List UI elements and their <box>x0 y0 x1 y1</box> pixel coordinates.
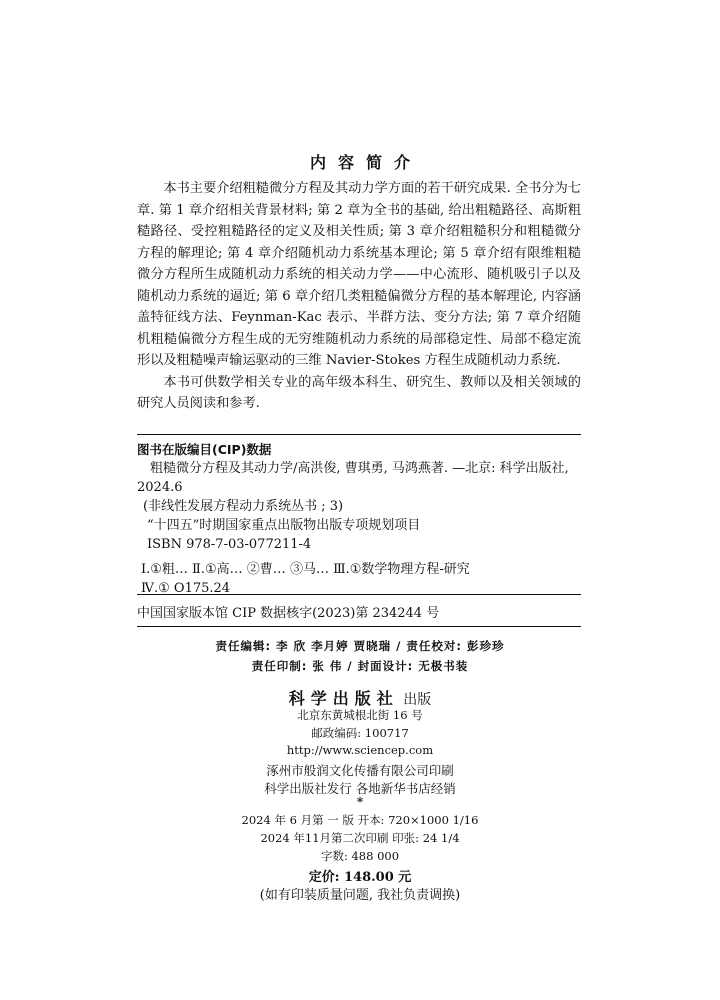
edition-info: 2024 年 6 月第 一 版 开本: 720×1000 1/16 <box>241 813 479 827</box>
printer: 涿州市般润文化传播有限公司印刷 <box>266 763 454 778</box>
cip-bibliographic-entry: 粗糙微分方程及其动力学/高洪俊, 曹琪勇, 马鸿燕著. —北京: 科学出版社, 2024.6 <box>137 461 569 495</box>
cip-record-number: 中国国家版本馆 CIP 数据核字(2023)第 234244 号 <box>137 606 440 621</box>
separator-star: * <box>356 795 364 809</box>
distribution: 科学出版社发行 各地新华书店经销 <box>264 781 456 796</box>
cip-subjects: Ⅰ.①粗… Ⅱ.①高… ②曹… ③马… Ⅲ.①数学物理方程-研究 <box>141 562 470 577</box>
summary-paragraph-2: 本书可供数学相关专业的高年级本科生、研究生、教师以及相关领域的研究人员阅读和参考. <box>137 374 581 411</box>
publisher-postcode: 邮政编码: 100717 <box>311 726 409 740</box>
cip-middle-rule <box>137 594 581 595</box>
cip-isbn: ISBN 978-7-03-077211-4 <box>147 537 312 552</box>
cip-series: (非线性发展方程动力系统丛书 ; 3) <box>143 499 344 514</box>
publisher-line <box>0 686 720 709</box>
word-count: 字数: 488 000 <box>320 849 400 863</box>
publisher-address: 北京东黄城根北街 16 号 <box>297 708 423 722</box>
cip-bottom-rule <box>137 626 581 627</box>
production-line: 责任印制: 张 伟 / 封面设计: 无极书装 <box>251 659 469 673</box>
publisher-url: http://www.sciencep.com <box>286 743 434 757</box>
summary-text <box>137 178 581 415</box>
editors-line: 责任编辑: 李 欣 李月婷 贾晓瑞 / 责任校对: 彭珍珍 <box>215 639 505 653</box>
publisher-suffix: 出版 <box>403 692 432 708</box>
cip-classification: Ⅳ.① O175.24 <box>141 581 231 596</box>
price: 定价: 148.00 元 <box>308 870 412 885</box>
cip-heading: 图书在版编目(CIP)数据 <box>137 442 272 457</box>
publisher-name: 科学出版社 <box>288 689 399 708</box>
cip-block <box>137 440 581 598</box>
cip-top-rule <box>137 434 581 435</box>
summary-paragraph-1: 本书主要介绍粗糙微分方程及其动力学方面的若干研究成果. 全书分为七章. 第 1 章介绍相关背景材料; 第 2 章为全书的基础, 给出粗糙路径、高斯粗糙路径、受控粗糙路径的定义及相关性质; 第 3 章介绍粗糙积分和粗糙微分方程的解理论; 第 4 章介绍随机动力系统基本理论; 第 5 章介绍有限维粗糙微分方程所生成随机动力系统的相关动力学——中心流形、随机吸引子以及随机动力系统的逼近; 第 6 章介绍几类粗糙偏微分方程的基本解理论, 内容涵盖特征线方法、Feynman-Kac 表示、半群方法、变分方法; 第 7 章介绍随机粗糙偏微分方程生成的无穷维随机动力系统的局部稳定性、局部不稳定流形以及粗糙噪声输运驱动的三维 Navier-Stokes 方程生成随机动力系统. <box>137 181 581 368</box>
printing-info: 2024 年11月第二次印刷 印张: 24 1/4 <box>260 831 460 845</box>
summary-title: 内容简介 <box>309 153 422 172</box>
quality-notice: (如有印装质量问题, 我社负责调换) <box>259 888 461 903</box>
cip-project: “十四五”时期国家重点出版物出版专项规划项目 <box>147 518 421 533</box>
